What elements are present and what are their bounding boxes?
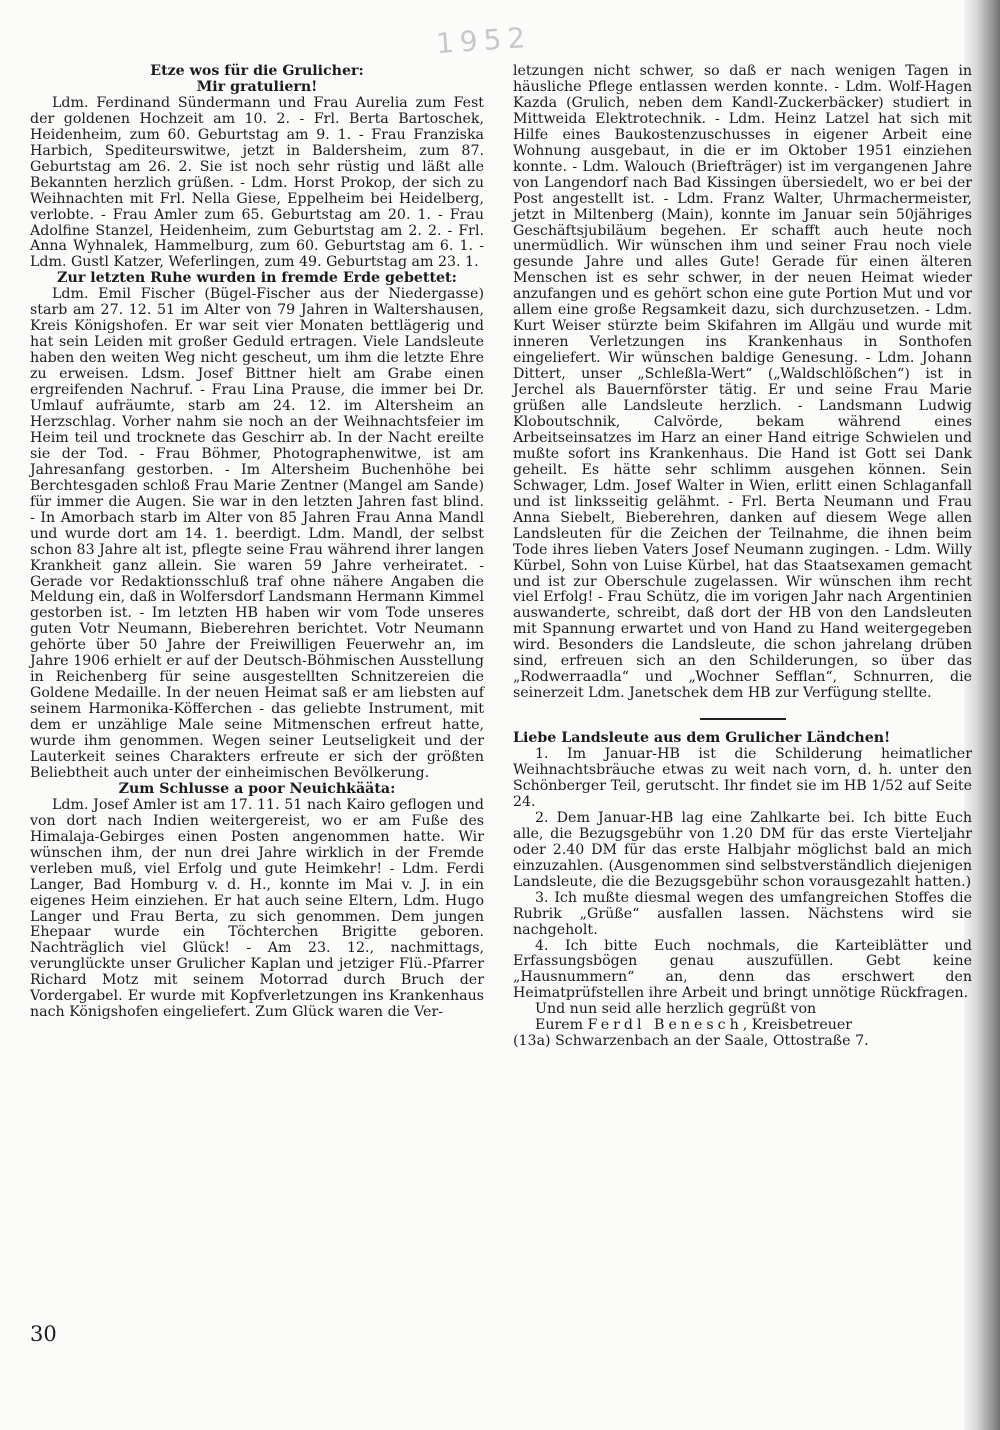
letter-item-3: 3. Ich mußte diesmal wegen des umfangreichen Stoffes die Rubrik „Grüße“ ausfallen lassen. Nächstens wird sie nachgeholt. bbox=[513, 889, 972, 938]
signature-suffix: , Kreisbetreuer bbox=[742, 1017, 853, 1034]
signature-prefix: Eurem bbox=[535, 1017, 584, 1034]
heading-letter: Liebe Landsleute aus dem Grulicher Ländchen! bbox=[513, 730, 891, 747]
heading-news: Zum Schlusse a poor Neuichkääta: bbox=[118, 780, 396, 797]
right-column bbox=[513, 64, 972, 1050]
heading-obituaries: Zur letzten Ruhe wurden in fremde Erde gebettet: bbox=[57, 270, 457, 287]
paragraph-obituaries: Ldm. Emil Fischer (Bügel-Fischer aus der Niedergasse) starb am 27. 12. 51 im Alter von 79 Jahren in Waltershausen, Kreis Königshofen. Er war seit vier Monaten bettlägerig und hat sein Leiden mit großer Geduld ertragen. Viele Landsleute haben den weiten Weg nicht gescheut, um ihm die letzte Ehre zu erweisen. Ldsm. Josef Bittner hielt am Grabe einen ergreifenden Nachruf. - Frau Lina Prause, die immer bei Dr. Umlauf aufräumte, starb am 24. 12. im Altersheim an Herzschlag. Vorher nahm sie noch an der Weihnachtsfeier im Heim teil und trocknete das Geschirr ab. In der Nacht ereilte sie der Tod. - Frau Böhmer, Photographenwitwe, ist am Jahresanfang gestorben. - Im Altersheim Buchenhöhe bei Berchtesgaden schloß Frau Marie Zentner (Mangel am Sande) für immer die Augen. Sie war in den letzten Jahren fast blind. - In Amorbach starb im Alter von 85 Jahren Frau Anna Mandl und wurde dort am 14. 1. beerdigt. Ldm. Mandl, der selbst schon 83 Jahre alt ist, pflegte seine Frau während ihrer langen Krankheit ganz allein. Sie waren 59 Jahre verheiratet. - Gerade vor Redaktionsschluß traf ohne nähere Angaben die Meldung ein, daß in Wolfersdorf Landsmann Hermann Kimmel gestorben ist. - Im letzten HB haben wir vom Tode unseres guten Votr Neumann, Bieberehren berichtet. Votr Neumann gehörte über 50 Jahre der Freiwilligen Feuerwehr an, im Jahre 1906 erhielt er auf der Deutsch-Böhmischen Ausstellung in Reichenberg für seine ausgestellten Schnitzereien die Goldene Medaille. In der neuen Heimat saß er am liebsten auf seinem Harmonika-Köfferchen - das geliebte Instrument, mit dem er unzählige Male seine Mitmenschen erfreut hatte, wurde ihm genommen. Wegen seiner Leutseligkeit und der Lauterkeit seines Charakters erfreute er sich der größten Beliebtheit auch unter der einheimischen Bevölkerung. bbox=[30, 286, 484, 781]
letter-item-1: 1. Im Januar-HB ist die Schilderung heimatlicher Weihnachtsbräuche etwas zu weit nach vorn, d. h. unter den Schönberger Teil, gerutscht. Ihr findet sie im HB 1/52 auf Seite 24. bbox=[513, 746, 972, 810]
paragraph-news-continued: letzungen nicht schwer, so daß er nach wenigen Tagen in häusliche Pflege entlassen werden konnte. - Ldm. Wolf-Hagen Kazda (Grulich, neben dem Kandl-Zuckerbäcker) studiert in Mittweida Elektrotechnik. - Ldm. Heinz Latzel hat sich mit Hilfe eines Baukostenzuschusses in eigener Arbeit eine Wohnung ausgebaut, in die er im Oktober 1951 einziehen konnte. - Ldm. Walouch (Briefträger) ist im vergangenen Jahre von Langendorf nach Bad Kissingen übersiedelt, wo er bei der Post angestellt ist. - Ldm. Franz Walter, Uhrmachermeister, jetzt in Miltenberg (Main), konnte im Januar sein 50jähriges Geschäftsjubiläum begehen. Er schafft auch heute noch unermüdlich. Wir wünschen ihm und seiner Frau noch viele gesunde Jahre und alles Gute! Gerade für einen älteren Menschen ist es sehr schwer, in der neuen Heimat wieder anzufangen und es gehört schon eine gute Portion Mut und vor allem eine große Regsamkeit dazu, sich durchzusetzen. - Ldm. Kurt Weiser stürzte beim Skifahren im Allgäu und wurde mit inneren Verletzungen ins Krankenhaus in Sonthofen eingeliefert. Wir wünschen baldige Genesung. - Ldm. Johann Dittert, unser „Schleßla-Wert“ („Waldschlößchen“) ist in Jerchel als Bauernförster tätig. Er und seine Frau Marie grüßen alle Landsleute herzlich. - Landsmann Ludwig Kloboutschnik, Calvörde, bekam während eines Arbeitseinsatzes im Harz an einer Hand eitrige Schwielen und mußte sofort ins Krankenhaus. Die Hand ist Gott sei Dank geheilt. Es hätte sehr schlimm ausgehen können. Sein Schwager, Ldm. Josef Walter in Wien, erlitt einen Schlaganfall und ist linksseitig gelähmt. - Frl. Berta Neumann und Frau Anna Siebelt, Bieberehren, danken auf diesem Wege allen Landsleuten für die Zeichen der Teilnahme, die ihnen beim Tode ihres lieben Vaters Josef Neumann zugingen. - Ldm. Willy Kürbel, Sohn von Luise Kürbel, hat das Staatsexamen gemacht und ist zur Oberschule zugelassen. Wir wünschen ihm recht viel Erfolg! - Frau Schütz, die im vorigen Jahr nach Argentinien auswanderte, schreibt, daß dort der HB von den Landsleuten mit Spannung erwartet und von Hand zu Hand weitergegeben wird. Besonders die Landsleute, die schon jahrelang drüben sind, erfreuen sich an den Schilderungen, so über das „Rodwerraadla“ und „Wochner Sefflan“, Schnurren, die seinerzeit Ldm. Janetschek dem HB zur Verfügung stellte. bbox=[513, 63, 972, 702]
paragraph-news: Ldm. Josef Amler ist am 17. 11. 51 nach Kairo geflogen und von dort nach Indien weitergereist, wo er am Fuße des Himalaja-Gebirges einen Posten angenommen hatte. Wir wünschen ihm, der nun drei Jahre wirklich in der Fremde verleben muß, viel Erfolg und gute Heimkehr! - Ldm. Ferdi Langer, Bad Homburg v. d. H., konnte im Mai v. J. in ein eigenes Heim einziehen. Er hat auch seine Eltern, Ldm. Hugo Langer und Frau Berta, zu sich genommen. Dem jungen Ehepaar wurde ein Töchterchen Brigitte geboren. Nachträglich viel Glück! - Am 23. 12., nachmittags, verunglückte unser Grulicher Kaplan und jetziger Flü.-Pfarrer Richard Motz mit seinem Motorrad durch Bruch der Vordergabel. Er wurde mit Kopfverletzungen ins Krankenhaus nach Königshofen eingeliefert. Zum Glück waren die Ver- bbox=[30, 796, 484, 1021]
paragraph-congratulations: Ldm. Ferdinand Sündermann und Frau Aurelia zum Fest der goldenen Hochzeit am 10. 2. - Frl. Berta Bartoschek, Heidenheim, zum 60. Geburtstag am 9. 1. - Frau Franziska Harbich, Spediteurswitwe, jetzt in Baldersheim, zum 87. Geburtstag am 26. 2. Sie ist noch sehr rüstig und läßt alle Bekannten herzlich grüßen. - Ldm. Horst Prokop, der sich zu Weihnachten mit Frl. Nella Giese, Eppelheim bei Heidelberg, verlobte. - Frau Amler zum 65. Geburtstag am 20. 1. - Frau Adolfine Stanzel, Heidenheim, zum Geburtstag am 2. 2. - Frl. Anna Wyhnalek, Hammelburg, zum 60. Geburtstag am 6. 1. - Ldm. Gustl Katzer, Weferlingen, zum 49. Geburtstag am 23. 1. bbox=[30, 94, 484, 271]
heading-congratulations-line-2: Mir gratuliern! bbox=[196, 78, 318, 95]
letter-signature bbox=[513, 1018, 972, 1034]
heading-congratulations-line-1: Etze wos für die Grulicher: bbox=[150, 63, 364, 79]
section-divider bbox=[700, 718, 786, 720]
page-number: 30 bbox=[30, 1322, 57, 1346]
left-column bbox=[30, 64, 484, 1021]
faint-stamp: 1952 bbox=[434, 20, 533, 61]
letter-item-2: 2. Dem Januar-HB lag eine Zahlkarte bei. Ich bitte Euch alle, die Bezugsgebühr von 1.20 DM für das erste Vierteljahr oder 2.40 DM für das erste Halbjahr möglichst bald an mich einzuzahlen. (Ausgenommen sind selbstverständlich diejenigen Landsleute, die die Bezugsgebühr schon vorausgezahlt hatten.) bbox=[513, 809, 972, 890]
letter-item-4: 4. Ich bitte Euch nochmals, die Karteiblätter und Erfassungsbögen genau auszufüllen. Gebt keine „Hausnummern“ an, denn das erschwert den Heimatprüfstellen ihre Arbeit und bringt unnötige Rückfragen. bbox=[513, 937, 972, 1002]
letter-address: (13a) Schwarzenbach an der Saale, Ottostraße 7. bbox=[513, 1033, 869, 1050]
signature-name: Ferdl Benesch bbox=[587, 1017, 743, 1034]
letter-closing: Und nun seid alle herzlich gegrüßt von bbox=[535, 1001, 817, 1018]
